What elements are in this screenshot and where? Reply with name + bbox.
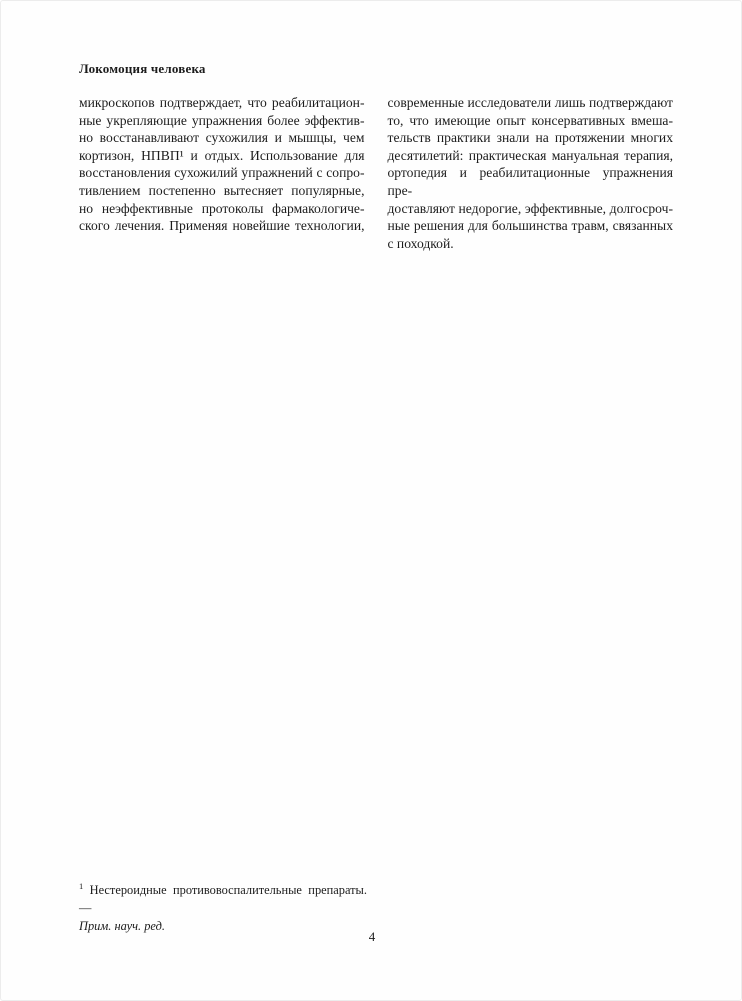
text-line: ортопедия и реабилитационные упражнения пре- bbox=[387, 165, 673, 198]
text-line: ского лечения. Применяя новейшие технологии, bbox=[79, 218, 365, 234]
page-number: 4 bbox=[368, 929, 376, 944]
text-line: микроскопов подтверждает, что реабилитацион- bbox=[79, 95, 365, 110]
text-line: восстановления сухожилий упражнений с сопро- bbox=[79, 165, 365, 181]
text-line: ные решения для большинства травм, связанных bbox=[387, 218, 673, 234]
text-column-left bbox=[79, 94, 365, 252]
footnote-attribution: Прим. науч. ред. bbox=[79, 919, 165, 933]
text-line: но неэффективные протоколы фармакологиче- bbox=[79, 200, 365, 216]
text-column-right bbox=[388, 94, 674, 252]
running-header-title: Локомоция человека bbox=[79, 61, 206, 76]
footnote bbox=[79, 881, 367, 935]
text-line: десятилетий: практическая мануальная терапия, bbox=[387, 147, 673, 163]
text-line: то, что имеющие опыт консервативных вмеша- bbox=[387, 112, 673, 128]
text-line: современные исследователи лишь подтверждают bbox=[387, 95, 673, 110]
text-line: тельств практики знали на протяжении многих bbox=[387, 130, 673, 146]
text-line: с походкой. bbox=[387, 235, 454, 251]
footnote-line bbox=[79, 881, 367, 917]
text-line: ные укрепляющие упражнения более эффектив- bbox=[79, 112, 365, 128]
footnote-marker: 1 bbox=[79, 880, 84, 891]
text-line: но восстанавливают сухожилия и мышцы, чем bbox=[79, 130, 365, 146]
text-line: доставляют недорогие, эффективные, долгосроч- bbox=[387, 200, 673, 216]
text-line: кортизон, НПВП¹ и отдых. Использование для bbox=[79, 147, 365, 163]
footnote-text: Нестероидные противовоспалительные препараты. — bbox=[79, 883, 367, 915]
text-line: тивлением постепенно вытесняет популярные, bbox=[79, 182, 365, 198]
body-text bbox=[79, 94, 673, 252]
